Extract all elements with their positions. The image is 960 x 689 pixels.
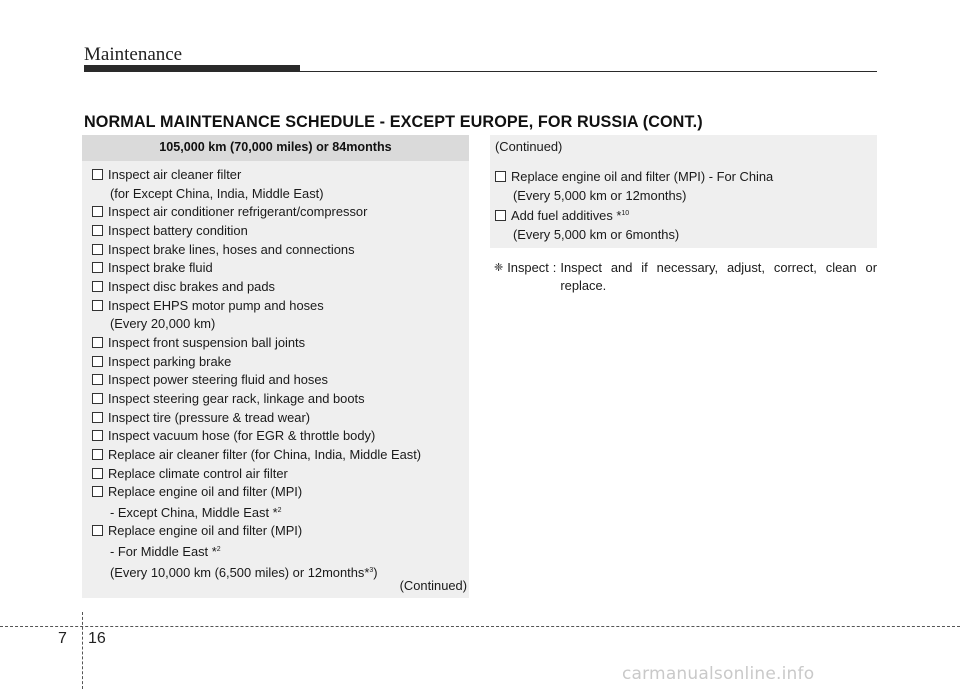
- list-item: Inspect vacuum hose (for EGR & throttle body): [92, 427, 464, 446]
- checkbox-icon: [92, 430, 103, 441]
- checkbox-icon: [495, 210, 506, 221]
- list-item: Inspect steering gear rack, linkage and boots: [92, 390, 464, 409]
- list-item: Inspect battery condition: [92, 222, 464, 241]
- list-item: Inspect brake fluid: [92, 259, 464, 278]
- checkbox-icon: [92, 206, 103, 217]
- list-item: Replace engine oil and filter (MPI): [92, 522, 464, 541]
- list-item-note: (Every 5,000 km or 6months): [513, 226, 680, 242]
- list-item: Inspect air cleaner filter: [92, 166, 464, 185]
- list-item: Replace air cleaner filter (for China, India, Middle East): [92, 446, 464, 465]
- list-item: Inspect parking brake: [92, 353, 464, 372]
- list-item: Replace engine oil and filter (MPI) - For China: [495, 168, 873, 187]
- interval-header: 105,000 km (70,000 miles) or 84months: [82, 135, 469, 161]
- checkbox-icon: [92, 337, 103, 348]
- checkbox-icon: [92, 281, 103, 292]
- checkbox-icon: [92, 393, 103, 404]
- list-item-note: (Every 10,000 km (6,500 miles) or 12months*$^3$): [110, 564, 378, 580]
- list-item: Add fuel additives *$^{10}$: [495, 205, 873, 226]
- list-item: Inspect air conditioner refrigerant/compressor: [92, 203, 464, 222]
- list-item: Inspect EHPS motor pump and hoses: [92, 297, 464, 316]
- list-item-note: - For Middle East *$^2$: [110, 544, 221, 560]
- watermark: carmanualsonline.info: [622, 664, 815, 684]
- checkbox-icon: [92, 412, 103, 423]
- continued-label: (Continued): [495, 139, 563, 154]
- list-item: Inspect tire (pressure & tread wear): [92, 409, 464, 428]
- list-item: Inspect power steering fluid and hoses: [92, 371, 464, 390]
- header-rule: [300, 71, 877, 72]
- list-item-note: (for Except China, India, Middle East): [110, 185, 324, 201]
- list-item-note: (Every 20,000 km): [110, 316, 216, 332]
- continued-label: (Continued): [399, 578, 467, 593]
- checkbox-icon: [92, 244, 103, 255]
- right-item-list: [495, 168, 873, 245]
- list-item: Replace climate control air filter: [92, 465, 464, 484]
- note-separator: :: [552, 260, 557, 275]
- checkbox-icon: [92, 169, 103, 180]
- page-header-title: Maintenance: [84, 44, 183, 65]
- checkbox-icon: [92, 449, 103, 460]
- checkbox-icon: [495, 171, 506, 182]
- list-item: Inspect front suspension ball joints: [92, 334, 464, 353]
- checkbox-icon: [92, 225, 103, 236]
- checkbox-icon: [92, 262, 103, 273]
- list-item-note: (Every 5,000 km or 12months): [513, 187, 687, 203]
- right-schedule-panel: [490, 135, 877, 248]
- checkbox-icon: [92, 300, 103, 311]
- checkbox-icon: [92, 486, 103, 497]
- section-title: NORMAL MAINTENANCE SCHEDULE - EXCEPT EUROPE, FOR RUSSIA (CONT.): [84, 113, 703, 131]
- chapter-number: 7: [58, 630, 67, 647]
- checkbox-icon: [92, 525, 103, 536]
- list-item-note: - Except China, Middle East *$^2$: [110, 504, 282, 520]
- page-number: 16: [88, 630, 106, 647]
- left-item-list: [92, 166, 464, 582]
- note-label: Inspect: [507, 260, 549, 275]
- list-item: Inspect disc brakes and pads: [92, 278, 464, 297]
- footer-vertical-rule: [82, 612, 83, 689]
- list-item: Replace engine oil and filter (MPI): [92, 483, 464, 502]
- checkbox-icon: [92, 374, 103, 385]
- inspect-note: [494, 259, 877, 295]
- left-schedule-panel: [82, 135, 469, 598]
- checkbox-icon: [92, 356, 103, 367]
- note-icon: ❈: [494, 262, 504, 274]
- header-bar: [84, 65, 300, 72]
- list-item: Inspect brake lines, hoses and connections: [92, 241, 464, 260]
- footer-horizontal-rule: [0, 626, 960, 627]
- note-text: Inspect and if necessary, adjust, correct, clean or replace.: [560, 260, 877, 293]
- checkbox-icon: [92, 468, 103, 479]
